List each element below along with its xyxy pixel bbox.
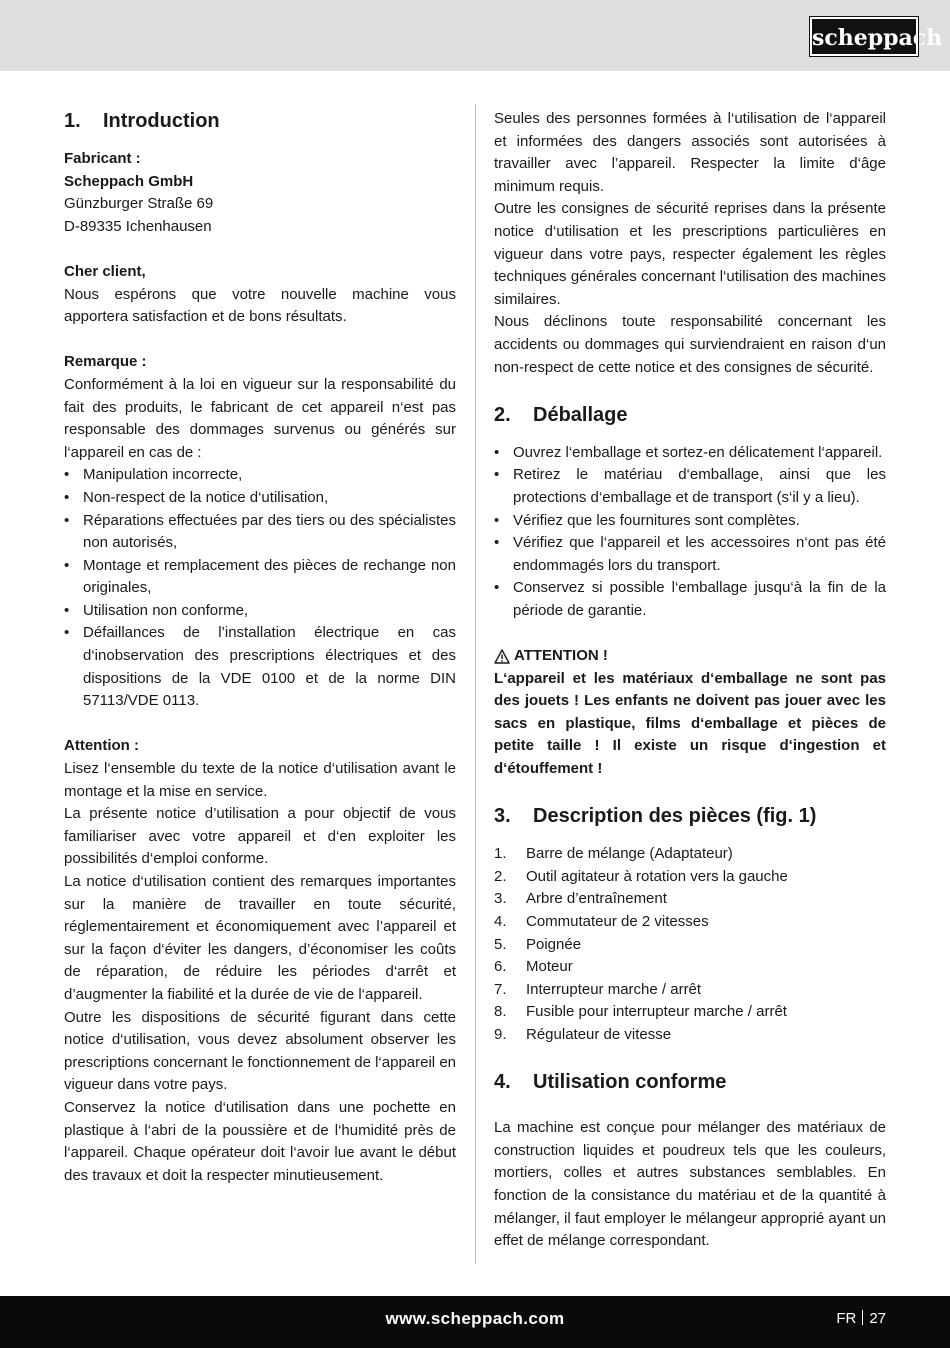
client-text: Nous espérons que votre nouvelle machine vous apportera satisfaction et de bons résultats. xyxy=(64,285,456,326)
page-footer xyxy=(0,1296,950,1348)
page-header xyxy=(0,0,950,71)
safety-paragraph: Seules des personnes formées à l‘utilisation de l‘appareil et informées des dangers associés sont autorisées à travailler avec l’appareil. Respecter la limite d‘âge minimum requis. xyxy=(494,110,886,195)
remark-label: Remarque : xyxy=(64,353,147,371)
remark-list xyxy=(64,464,456,713)
column-divider xyxy=(475,104,476,1264)
attention-paragraph: Outre les dispositions de sécurité figurant dans cette notice d‘utilisation, vous devez absolument observer les prescriptions concernant le fonctionnement de l‘appareil en vigueur dans votre pays. xyxy=(64,1008,456,1094)
warning-text: L‘appareil et les matériaux d‘emballage ne sont pas des jouets ! Les enfants ne doivent pas jouer avec les sacs en plastique, films d‘emballage et pièces de petite taille ! Il existe un risque d‘ingestion et d‘étouffement ! xyxy=(494,669,886,778)
client-label: Cher client, xyxy=(64,262,146,280)
list-item: • Montage et remplacement des pièces de rechange non originales, xyxy=(64,555,456,600)
unpacking-list xyxy=(494,442,886,623)
attention-paragraph: Conservez la notice d‘utilisation dans une pochette en plastique à l‘abri de la poussière et de l‘humidité près de l‘appareil. Chaque opérateur doit l‘avoir lue avant le début des travaux et doit la respecter minutieusement. xyxy=(64,1098,456,1184)
list-item: • Non-respect de la notice d‘utilisation, xyxy=(64,487,456,510)
list-item: 4. Commutateur de 2 vitesses xyxy=(494,913,709,930)
attention-block xyxy=(64,735,456,1187)
manufacturer-company: Scheppach GmbH xyxy=(64,172,194,190)
list-item: • Manipulation incorrecte, xyxy=(64,464,456,487)
page-separator xyxy=(862,1310,863,1325)
section-heading-parts: 3. Description des pièces (fig. 1) xyxy=(494,805,817,828)
list-item: 6. Moteur xyxy=(494,958,573,976)
safety-intro-block xyxy=(494,108,886,379)
list-item: 7. Interrupteur marche / arrêt xyxy=(494,980,702,998)
page-number: 27 xyxy=(869,1310,886,1327)
warning-heading xyxy=(494,645,886,668)
manufacturer-block xyxy=(64,148,456,238)
list-item: 1. Barre de mélange (Adaptateur) xyxy=(494,845,733,863)
client-block xyxy=(64,261,456,329)
warning-label: ATTENTION ! xyxy=(514,647,608,665)
list-item: 8. Fusible pour interrupteur marche / arrêt xyxy=(494,1003,787,1021)
manufacturer-street: Günzburger Straße 69 xyxy=(64,195,214,213)
list-item: • Retirez le matériau d‘emballage, ainsi que les protections d‘emballage et de transport (s‘il y a lieu). xyxy=(494,464,886,509)
left-column xyxy=(64,108,456,1187)
right-column xyxy=(494,108,886,1253)
section-heading-introduction: 1. Introduction xyxy=(64,110,220,132)
attention-label: Attention : xyxy=(64,737,139,755)
safety-paragraph: Nous déclinons toute responsabilité concernant les accidents ou dommages qui surviendraient en raison d‘un non-respect de cette notice et des consignes de sécurité. xyxy=(494,313,886,376)
warning-triangle-icon xyxy=(494,649,510,664)
list-item: • Réparations effectuées par des tiers ou des spécialistes non autorisés, xyxy=(64,510,456,555)
footer-url[interactable]: www.scheppach.com xyxy=(385,1309,565,1328)
remark-text: Conformément à la loi en vigueur sur la responsabilité du fait des produits, le fabricant de cet appareil n‘est pas responsable des dommages survenus ou générés sur l‘appareil en cas de : xyxy=(64,375,456,461)
list-item: 9. Régulateur de vitesse xyxy=(494,1025,672,1043)
list-item: • Vérifiez que l‘appareil et les accessoires n‘ont pas été endommagés lors du transport. xyxy=(494,532,886,577)
parts-list xyxy=(494,843,886,1046)
brand-logo: scheppach xyxy=(810,17,918,56)
page-indicator xyxy=(836,1296,886,1342)
manufacturer-city: D-89335 Ichenhausen xyxy=(64,217,212,235)
usage-text: La machine est conçue pour mélanger des matériaux de construction liquides et poudreux tels que les couleurs, mortiers, colles et autres substances semblables. En fonction de la consistance du matériau et de la quantité à mélanger, il faut employer le mélangeur approprié ayant un effet de mélange correspondant. xyxy=(494,1119,886,1250)
list-item: • Utilisation non conforme, xyxy=(64,600,456,623)
warning-block xyxy=(494,645,886,781)
remark-block xyxy=(64,351,456,713)
list-item: 3. Arbre d’entraînement xyxy=(494,890,667,908)
attention-paragraph: La présente notice d’utilisation a pour objectif de vous familiariser avec votre appareil et d‘en exploiter les possibilités d‘emploi conforme. xyxy=(64,805,456,868)
language-code: FR xyxy=(836,1310,857,1327)
safety-paragraph: Outre les consignes de sécurité reprises dans la présente notice d‘utilisation et les prescriptions particulières en vigueur dans votre pays, respecter également les règles techniques générales concernant l‘utilisation des machines similaires. xyxy=(494,200,886,308)
manufacturer-label: Fabricant : xyxy=(64,150,141,167)
list-item: 5. Poignée xyxy=(494,935,582,953)
section-heading-unpacking: 2. Déballage xyxy=(494,403,628,426)
attention-paragraph: La notice d‘utilisation contient des remarques importantes sur la manière de travailler en toute sécurité, réglementairement et économiquement avec l’appareil et sur la façon d‘éviter les dangers, d’économiser les coûts de réparation, de réduire les périodes d‘arrêt et d’augmenter la fiabilité et la durée de vie de l‘appareil. xyxy=(64,873,456,1003)
list-item: • Conservez si possible l‘emballage jusqu‘à la fin de la période de garantie. xyxy=(494,577,886,622)
attention-paragraph: Lisez l‘ensemble du texte de la notice d‘utilisation avant le montage et la mise en service. xyxy=(64,760,456,800)
section-heading-usage: 4. Utilisation conforme xyxy=(494,1071,727,1094)
list-item: • Défaillances de l’installation électrique en cas d‘inobservation des prescriptions électriques et des dispositions de la VDE 0100 et de la norme DIN 57113/VDE 0113. xyxy=(64,622,456,712)
list-item: • Ouvrez l‘emballage et sortez-en délicatement l‘appareil. xyxy=(494,442,886,465)
list-item: 2. Outil agitateur à rotation vers la gauche xyxy=(494,867,788,885)
list-item: • Vérifiez que les fournitures sont complètes. xyxy=(494,510,886,533)
